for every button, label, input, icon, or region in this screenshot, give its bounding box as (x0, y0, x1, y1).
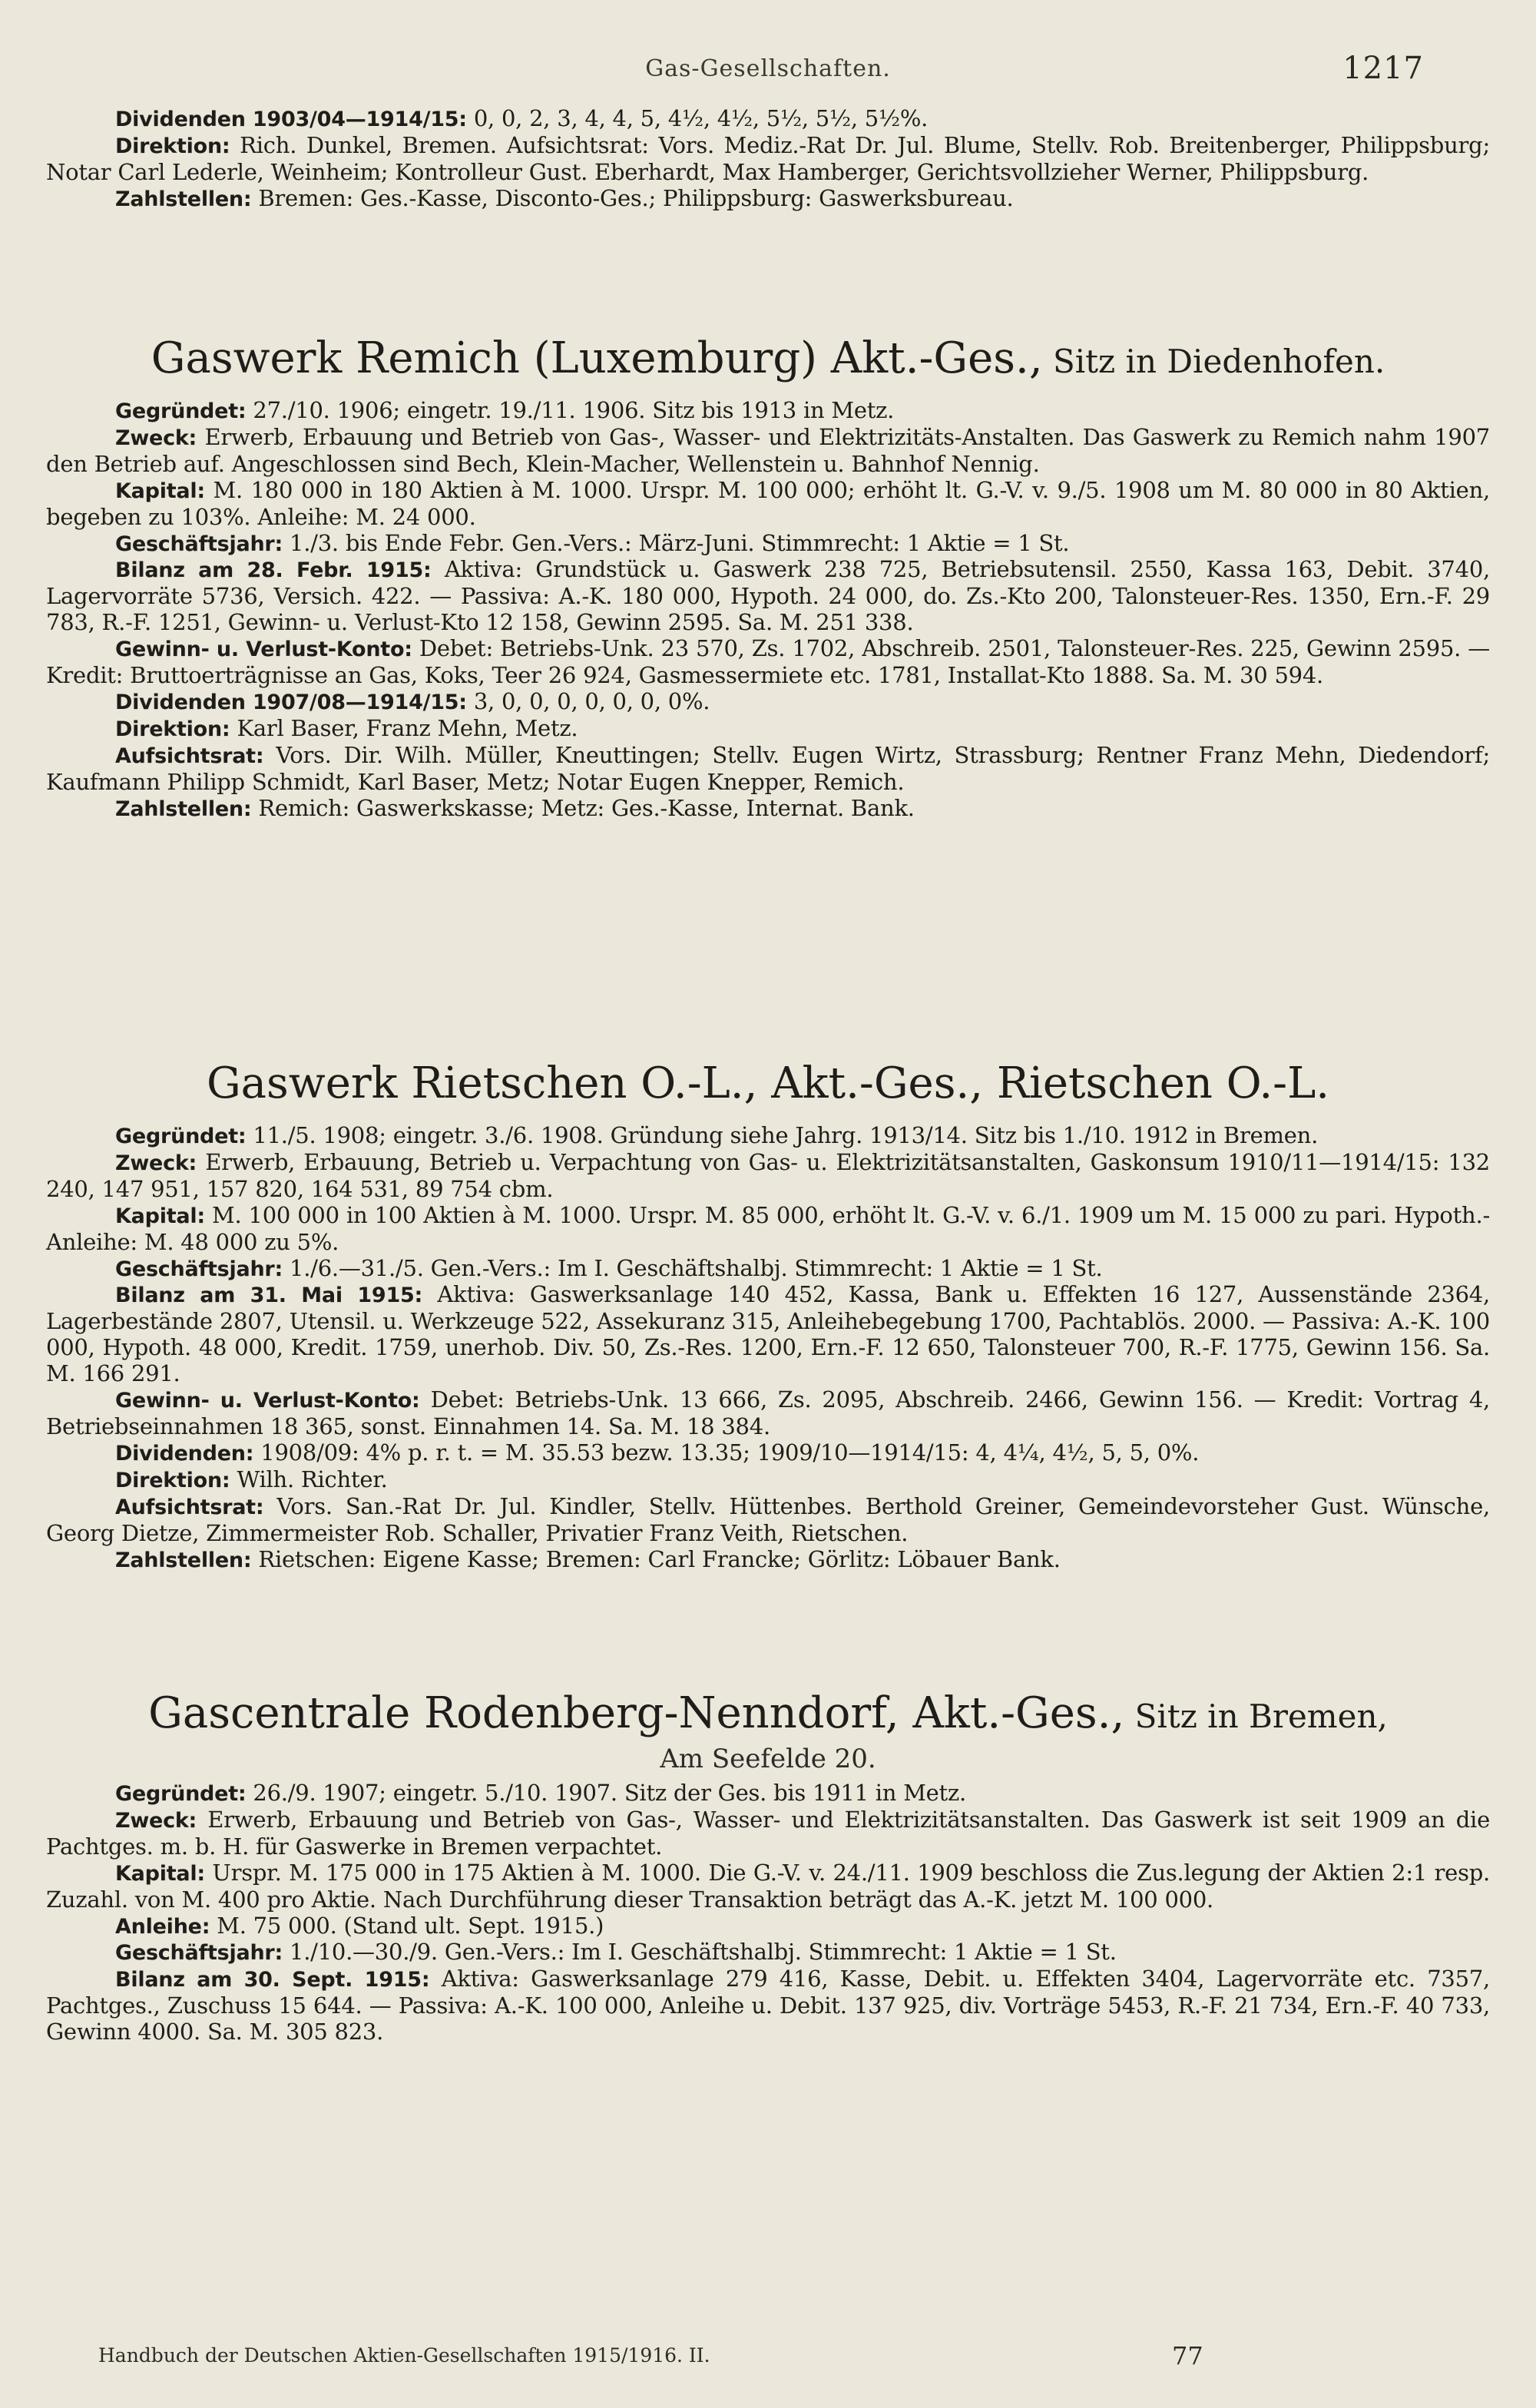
page-header (0, 51, 1536, 94)
paragraph: Zahlstellen: Bremen: Ges.-Kasse, Disconto-Ges.; Philippsburg: Gaswerksbureau. (115, 184, 1014, 211)
company-entry-rodenberg-nenndorf (46, 1687, 1490, 2045)
footer-publication: Handbuch der Deutschen Aktien-Gesellschaften 1915/1916. II. (98, 2344, 710, 2367)
paragraph: Dividenden 1903/04—1914/15: 0, 0, 2, 3, 4, 4, 5, 4½, 4½, 5½, 5½, 5½%. (115, 105, 929, 131)
paragraph: Bilanz am 30. Sept. 1915: Aktiva: Gaswerksanlage 279 416, Kasse, Debit. u. Effekten 3404, Lagervorräte etc. 7357, Pachtges., Zuschuss 15 644. — Passiva: A.-K. 100 000, Anleihe u. Debit. 137 925, div. Vorträge 5453, R.-F. 21 734, Ern.-F. 40 733, Gewinn 4000. Sa. M. 305 823. (46, 1966, 1490, 2045)
paragraph: Geschäftsjahr: 1./6.—31./5. Gen.-Vers.: Im I. Geschäftshalbj. Stimmrecht: 1 Aktie = 1 St. (115, 1254, 1103, 1281)
signature-number: 77 (1172, 2341, 1203, 2370)
paragraph: Dividenden: 1908/09: 4% p. r. t. = M. 35.53 bezw. 13.35; 1909/10—1914/15: 4, 4¼, 4½, 5, 5, 0%. (115, 1439, 1200, 1466)
paragraph: Zahlstellen: Rietschen: Eigene Kasse; Bremen: Carl Francke; Görlitz: Löbauer Bank. (115, 1545, 1061, 1572)
company-entry-rietschen (46, 1057, 1490, 1573)
company-entry-remich (46, 332, 1490, 823)
paragraph: Gewinn- u. Verlust-Konto: Debet: Betriebs-Unk. 13 666, Zs. 2095, Abschreib. 2466, Gewinn 156. — Kredit: Vortrag 4, Betriebseinnahmen 18 365, sonst. Einnahmen 14. Sa. M. 18 384. (46, 1386, 1490, 1439)
paragraph: Zweck: Erwerb, Erbauung und Betrieb von Gas-, Wasser- und Elektrizitäts-Anstalten. Das Gaswerk zu Remich nahm 1907 den Betrieb auf. Angeschlossen sind Bech, Klein-Macher, Wellenstein u. Bahnhof Nennig. (46, 423, 1490, 477)
paragraph: Aufsichtsrat: Vors. Dir. Wilh. Müller, Kneuttingen; Stellv. Eugen Wirtz, Strassburg; Rentner Franz Mehn, Diedendorf; Kaufmann Philipp Schmidt, Karl Baser, Metz; Notar Eugen Knepper, Remich. (46, 741, 1490, 795)
paragraph: Direktion: Karl Baser, Franz Mehn, Metz. (115, 714, 578, 741)
running-title: Gas-Gesellschaften. (645, 55, 891, 82)
paragraph: Zahlstellen: Remich: Gaswerkskasse; Metz: Ges.-Kasse, Internat. Bank. (115, 794, 915, 821)
paragraph: Gewinn- u. Verlust-Konto: Debet: Betriebs-Unk. 23 570, Zs. 1702, Abschreib. 2501, Talonsteuer-Res. 225, Gewinn 2595. — Kredit: Bruttoerträgnisse an Gas, Koks, Teer 26 924, Gasmessermiete etc. 1781, Installat-Kto 1888. Sa. M. 30 594. (46, 635, 1490, 689)
paragraph: Bilanz am 28. Febr. 1915: Aktiva: Grundstück u. Gaswerk 238 725, Betriebsutensil. 2550, Kassa 163, Debit. 3740, Lagervorräte 5736, Versich. 422. — Passiva: A.-K. 180 000, Hypoth. 24 000, do. Zs.-Kto 200, Talonsteuer-Res. 1350, Ern.-F. 29 783, R.-F. 1251, Gewinn- u. Verlust-Kto 12 158, Gewinn 2595. Sa. M. 251 338. (46, 556, 1490, 636)
paragraph: Aufsichtsrat: Vors. San.-Rat Dr. Jul. Kindler, Stellv. Hüttenbes. Berthold Greiner, Gemeindevorsteher Gust. Wünsche, Georg Dietze, Zimmermeister Rob. Schaller, Privatier Franz Veith, Rietschen. (46, 1492, 1490, 1546)
page-footer (98, 2341, 1404, 2378)
paragraph: Dividenden 1907/08—1914/15: 3, 0, 0, 0, 0, 0, 0, 0%. (115, 687, 710, 714)
paragraph: Direktion: Rich. Dunkel, Bremen. Aufsichtsrat: Vors. Mediz.-Rat Dr. Jul. Blume, Stellv. Rob. Breitenberger, Philippsburg; Notar Carl Lederle, Weinheim; Kontrolleur Gust. Eberhardt, Max Hamberger, Gerichtsvollzieher Werner, Philippsburg. (46, 131, 1490, 185)
paragraph: Bilanz am 31. Mai 1915: Aktiva: Gaswerksanlage 140 452, Kassa, Bank u. Effekten 16 127, Aussenstände 2364, Lagerbestände 2807, Utensil. u. Werkzeuge 522, Assekuranz 315, Anleihebegebung 1700, Pachtablös. 2000. — Passiva: A.-K. 100 000, Hypoth. 48 000, Kredit. 1759, unerhob. Div. 50, Zs.-Res. 1200, Ern.-F. 12 650, Talonsteuer 700, R.-F. 1775, Gewinn 156. Sa. M. 166 291. (46, 1281, 1490, 1387)
paragraph: Gegründet: 11./5. 1908; eingetr. 3./6. 1908. Gründung siehe Jahrg. 1913/14. Sitz bis 1./10. 1912 in Bremen. (115, 1122, 1319, 1148)
company-title: Gascentrale Rodenberg-Nenndorf, Akt.-Ges., Sitz in Bremen, (148, 1688, 1388, 1738)
paragraph: Anleihe: M. 75 000. (Stand ult. Sept. 1915.) (115, 1912, 604, 1939)
paragraph: Kapital: M. 180 000 in 180 Aktien à M. 1000. Urspr. M. 100 000; erhöht lt. G.-V. v. 9./5. 1908 um M. 80 000 in 80 Aktien, begeben zu 103%. Anleihe: M. 24 000. (46, 476, 1490, 530)
paragraph: Geschäftsjahr: 1./3. bis Ende Febr. Gen.-Vers.: März-Juni. Stimmrecht: 1 Aktie = 1 St. (115, 529, 1070, 556)
paragraph: Gegründet: 26./9. 1907; eingetr. 5./10. 1907. Sitz der Ges. bis 1911 in Metz. (115, 1780, 966, 1806)
paragraph: Kapital: M. 100 000 in 100 Aktien à M. 1000. Urspr. M. 85 000, erhöht lt. G.-V. v. 6./1. 1909 um M. 15 000 zu pari. Hypoth.-Anleihe: M. 48 000 zu 5%. (46, 1201, 1490, 1255)
company-title: Gaswerk Rietschen O.-L., Akt.-Ges., Rietschen O.-L. (206, 1058, 1330, 1108)
paragraph: Zweck: Erwerb, Erbauung, Betrieb u. Verpachtung von Gas- u. Elektrizitätsanstalten, Gaskonsum 1910/11—1914/15: 132 240, 147 951, 157 820, 164 531, 89 754 cbm. (46, 1148, 1490, 1202)
previous-company-tail (46, 106, 1490, 213)
paragraph: Geschäftsjahr: 1./10.—30./9. Gen.-Vers.: Im I. Geschäftshalbj. Stimmrecht: 1 Aktie = 1 St. (115, 1939, 1117, 1966)
paragraph: Gegründet: 27./10. 1906; eingetr. 19./11. 1906. Sitz bis 1913 in Metz. (115, 397, 895, 423)
paragraph: Direktion: Wilh. Richter. (115, 1466, 388, 1492)
paragraph: Kapital: Urspr. M. 175 000 in 175 Aktien à M. 1000. Die G.-V. v. 24./11. 1909 beschloss die Zus.legung der Aktien 2:1 resp. Zuzahl. von M. 400 pro Aktie. Nach Durchführung dieser Transaktion beträgt das A.-K. jetzt M. 100 000. (46, 1859, 1490, 1913)
page-number: 1217 (1342, 51, 1424, 86)
paragraph: Zweck: Erwerb, Erbauung und Betrieb von Gas-, Wasser- und Elektrizitätsanstalten. Das Gaswerk ist seit 1909 an die Pachtges. m. b. H. für Gaswerke in Bremen verpachtet. (46, 1806, 1490, 1860)
company-address: Am Seefelde 20. (660, 1744, 876, 1774)
company-title: Gaswerk Remich (Luxemburg) Akt.-Ges., Sitz in Diedenhofen. (151, 333, 1385, 383)
